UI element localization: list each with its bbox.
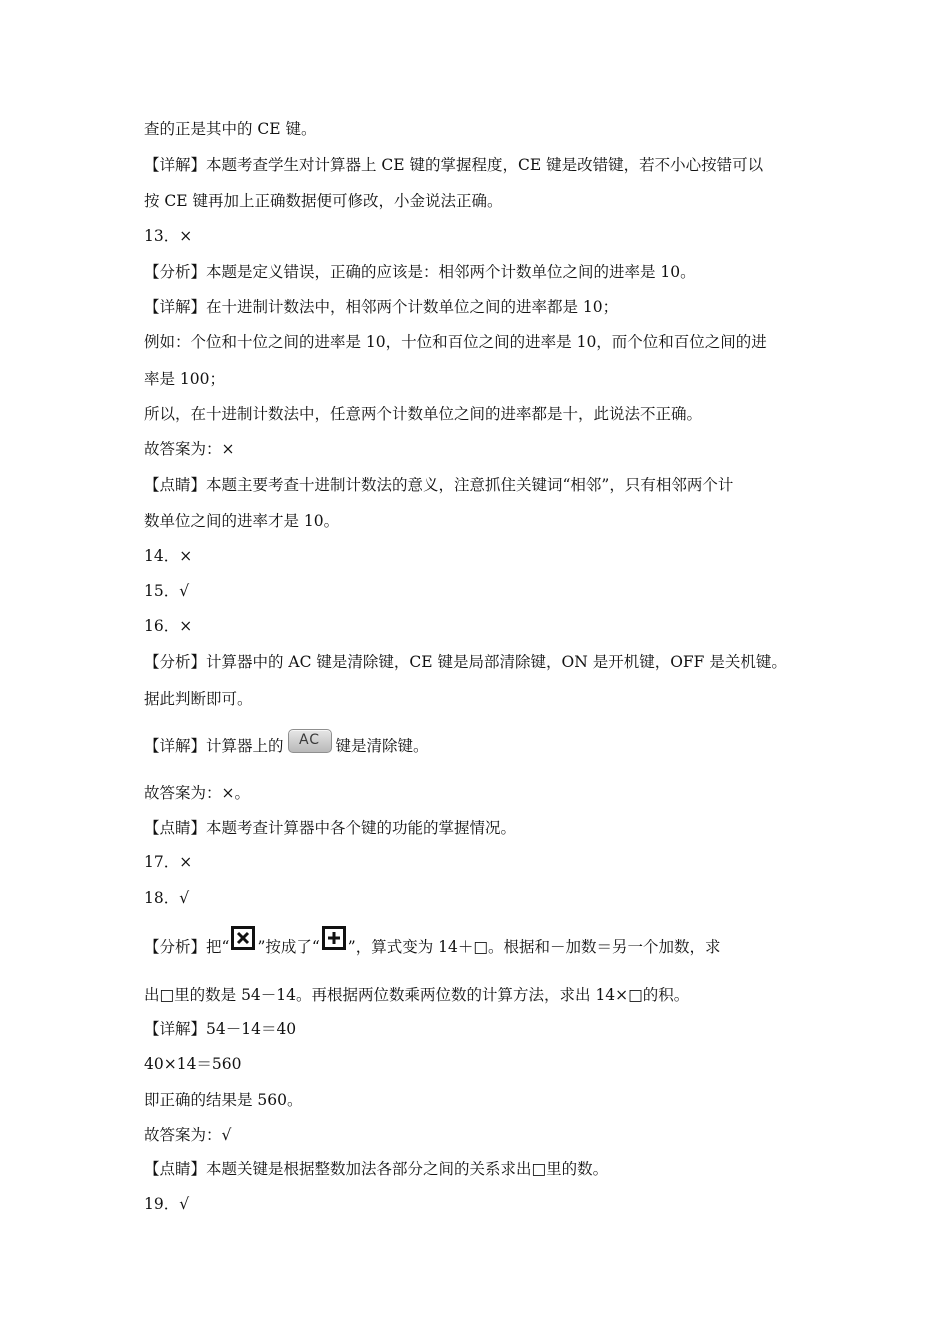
multiply-key-icon bbox=[231, 926, 255, 950]
text-line: 率是 100； bbox=[144, 370, 226, 388]
text-line: 【点睛】本题主要考查十进制计数法的意义，注意抓住关键词“相邻”，只有相邻两个计 bbox=[144, 476, 734, 494]
text-line: 【详解】本题考查学生对计算器上 CE 键的掌握程度，CE 键是改错键，若不小心按错可以 bbox=[144, 156, 764, 174]
analysis-part-1: 【分析】把“ bbox=[144, 938, 230, 956]
text-line: 查的正是其中的 CE 键。 bbox=[144, 120, 317, 138]
plus-key-icon bbox=[322, 926, 346, 950]
question-number: 13．× bbox=[144, 227, 193, 245]
text-line: 所以，在十进制计数法中，任意两个计数单位之间的进率都是十，此说法不正确。 bbox=[144, 405, 703, 423]
text-line: 【分析】本题是定义错误，正确的应该是：相邻两个计数单位之间的进率是 10。 bbox=[144, 263, 696, 281]
text-line: 【分析】计算器中的 AC 键是清除键，CE 键是局部清除键，ON 是开机键，OFF 是关机键。 bbox=[144, 653, 787, 671]
question-number: 17．× bbox=[144, 853, 193, 871]
analysis-part-3: ”，算式变为 14＋□。根据和－加数＝另一个加数，求 bbox=[347, 938, 721, 956]
text-line: 【详解】54－14＝40 bbox=[144, 1020, 297, 1038]
text-line: 【点睛】本题关键是根据整数加法各部分之间的关系求出□里的数。 bbox=[144, 1160, 609, 1178]
question-number: 16．× bbox=[144, 617, 193, 635]
detail-suffix: 键是清除键。 bbox=[335, 737, 429, 755]
text-line: 据此判断即可。 bbox=[144, 690, 253, 708]
text-line: 出□里的数是 54－14。再根据两位数乘两位数的计算方法，求出 14×□的积。 bbox=[144, 986, 690, 1004]
text-line: 故答案为：× bbox=[144, 440, 235, 458]
analysis-part-2: ”按成了“ bbox=[257, 938, 320, 956]
text-line: 【点睛】本题考查计算器中各个键的功能的掌握情况。 bbox=[144, 819, 517, 837]
text-line: 故答案为：√ bbox=[144, 1126, 232, 1144]
ac-key-icon: AC bbox=[288, 729, 332, 753]
text-line-analysis18 bbox=[144, 934, 721, 956]
text-line: 数单位之间的进率才是 10。 bbox=[144, 512, 340, 530]
question-number: 19．√ bbox=[144, 1195, 190, 1213]
text-line: 即正确的结果是 560。 bbox=[144, 1091, 303, 1109]
text-line-detail-ac bbox=[144, 732, 429, 757]
text-line: 按 CE 键再加上正确数据便可修改，小金说法正确。 bbox=[144, 192, 503, 210]
text-line: 【详解】在十进制计数法中，相邻两个计数单位之间的进率都是 10； bbox=[144, 298, 619, 316]
question-number: 14．× bbox=[144, 547, 193, 565]
text-line: 例如：个位和十位之间的进率是 10，十位和百位之间的进率是 10，而个位和百位之间的进 bbox=[144, 333, 767, 351]
question-number: 15．√ bbox=[144, 582, 190, 600]
detail-prefix: 【详解】计算器上的 bbox=[144, 737, 284, 755]
text-line: 40×14＝560 bbox=[144, 1055, 242, 1073]
question-number: 18．√ bbox=[144, 889, 190, 907]
text-line: 故答案为：×。 bbox=[144, 784, 250, 802]
